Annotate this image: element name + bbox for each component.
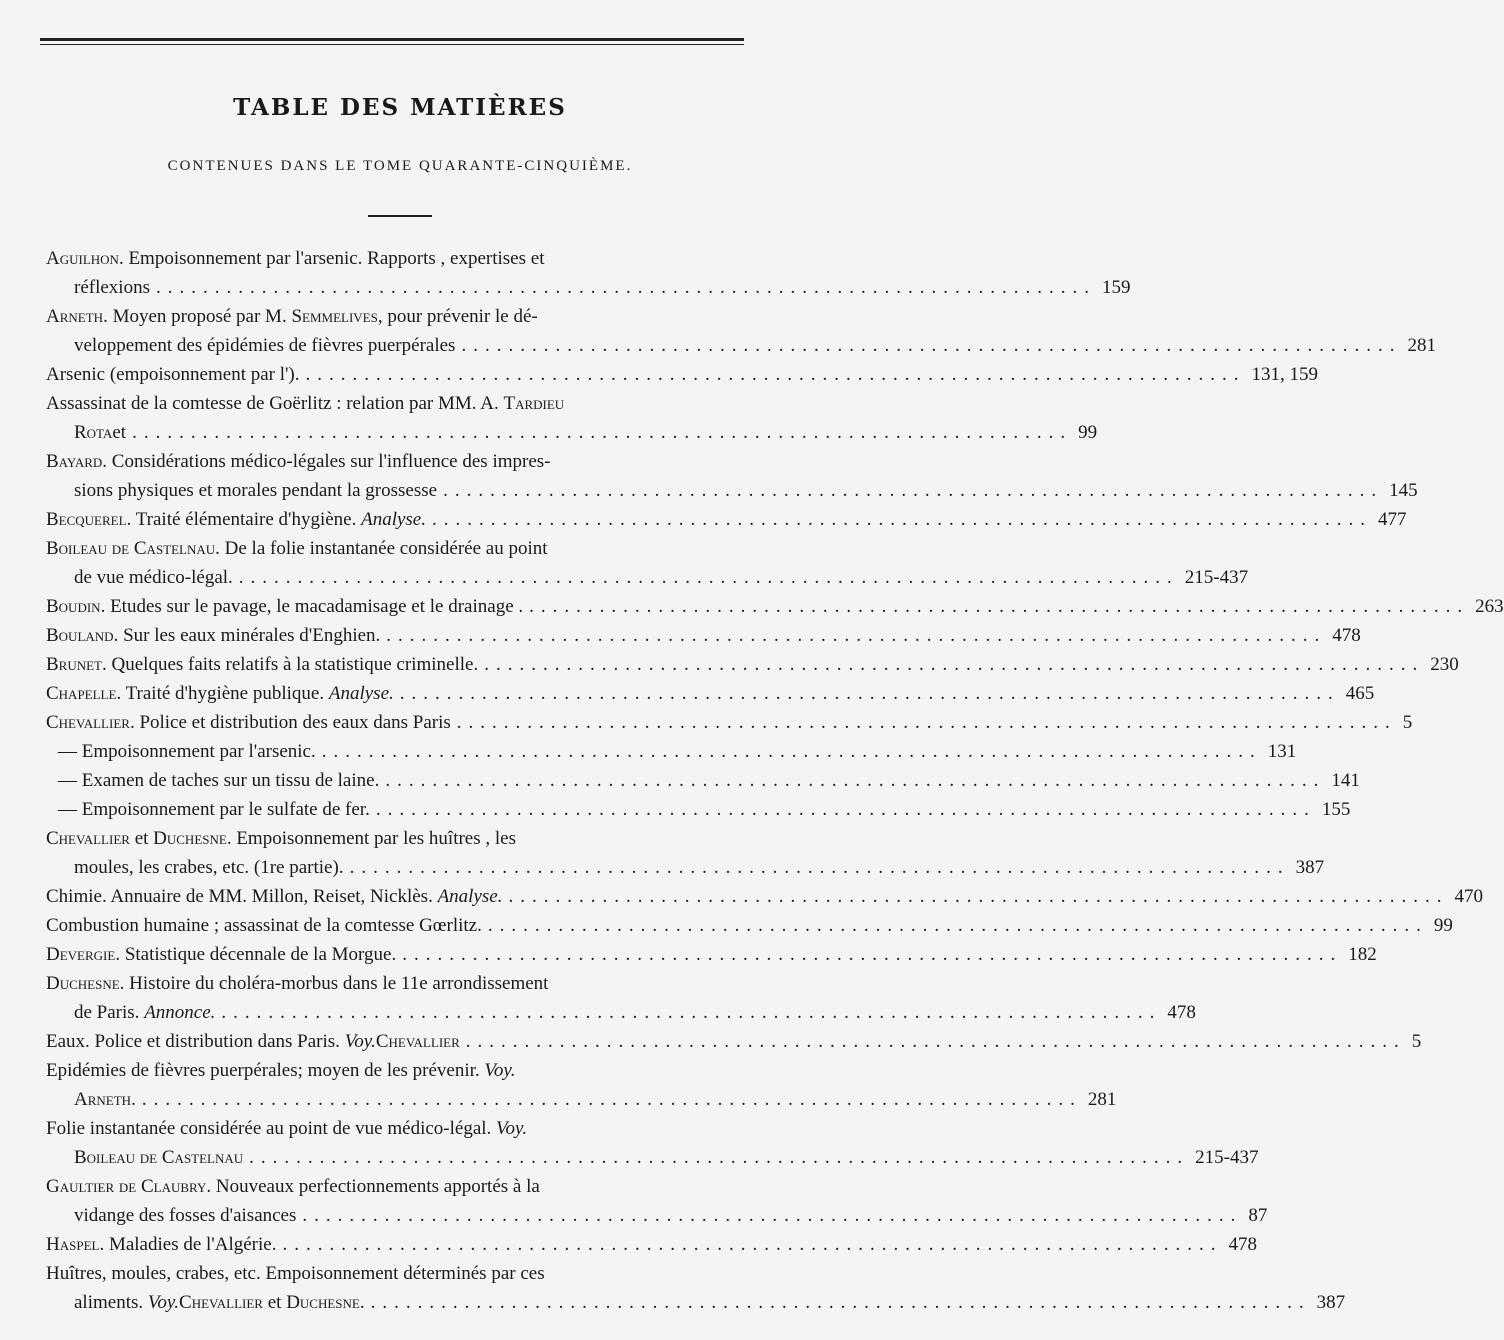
entry-sc: Arneth xyxy=(46,306,104,327)
page-number: 131, 159 xyxy=(1251,364,1319,385)
dot-leader: ................................................................................ xyxy=(443,480,1384,501)
entry-text xyxy=(46,505,426,534)
entry-text: . Histoire du choléra-morbus dans le 11e arrondissement xyxy=(119,973,549,994)
title-divider xyxy=(368,215,432,217)
page-number: 477 xyxy=(1378,509,1407,530)
entry-text xyxy=(74,273,150,302)
entry-text: . Traité d'hygiène publique. xyxy=(116,683,329,704)
toc-line xyxy=(46,708,1413,737)
toc-line xyxy=(46,795,1351,824)
entry-sc: Rota xyxy=(74,422,113,443)
page-number: 99 xyxy=(1433,915,1453,936)
toc-line xyxy=(46,1027,1422,1056)
table-of-contents xyxy=(46,244,1504,1317)
toc-line xyxy=(46,766,1360,795)
entry-text: Arsenic (empoisonnement par l'). xyxy=(46,364,300,385)
dot-leader: ................................................................................ xyxy=(484,654,1425,675)
entry-text xyxy=(46,592,523,621)
entry-text: Chimie. Annuaire de MM. Millon, Reiset, Nicklès. xyxy=(46,886,438,907)
toc-line xyxy=(46,1056,760,1085)
page-number: 478 xyxy=(1167,1002,1196,1023)
entry-text2: . Empoisonnement par les huîtres , les xyxy=(226,828,516,849)
entry-sc: Boileau de Castelnau xyxy=(46,538,216,559)
entry-text: réflexions xyxy=(74,277,150,298)
page-number: 131 xyxy=(1267,741,1297,762)
page-number: 155 xyxy=(1321,799,1351,820)
dot-leader: ................................................................................ xyxy=(132,422,1073,443)
dot-leader: ................................................................................ xyxy=(465,1031,1406,1052)
entry-text xyxy=(46,911,482,940)
entry-text: . Sur les eaux minérales d'Enghien. xyxy=(113,625,381,646)
entry-text: de Paris. xyxy=(74,1002,145,1023)
toc-line xyxy=(46,824,760,853)
entry-text: — Examen de taches sur un tissu de laine. xyxy=(58,770,380,791)
entry-text: . xyxy=(131,1089,136,1110)
entry-text: Huîtres, moules, crabes, etc. Empoisonnement déterminés par ces xyxy=(46,1263,545,1284)
toc-line xyxy=(46,969,760,998)
page-number: 145 xyxy=(1389,480,1418,501)
dot-leader: ................................................................................ xyxy=(375,799,1316,820)
page-number: 159 xyxy=(1101,277,1131,298)
entry-sc: Becquerel xyxy=(46,509,127,530)
entry-text xyxy=(46,882,502,911)
entry-text xyxy=(58,795,370,824)
toc-line xyxy=(46,998,1196,1027)
entry-sc: Devergie xyxy=(46,944,116,965)
entry-sc2: Duchesne xyxy=(153,828,227,849)
entry-sc2: Duchesne xyxy=(286,1292,360,1313)
entry-text: moules, les crabes, etc. (1re partie). xyxy=(74,857,344,878)
entry-sc: Arneth xyxy=(74,1089,132,1110)
entry-sc: Boudin xyxy=(46,596,101,617)
toc-line xyxy=(46,1085,1117,1114)
toc-line xyxy=(46,940,1377,969)
dot-leader: ................................................................................ xyxy=(321,741,1262,762)
entry-text: — Empoisonnement par l'arsenic. xyxy=(58,741,316,762)
toc-line xyxy=(46,679,1375,708)
toc-line xyxy=(46,1259,760,1288)
entry-text xyxy=(46,650,478,679)
page-number: 230 xyxy=(1430,654,1459,675)
page-number: 281 xyxy=(1087,1089,1117,1110)
toc-line xyxy=(46,737,1297,766)
entry-text: . Statistique décennale de la Morgue. xyxy=(115,944,397,965)
entry-text xyxy=(46,679,394,708)
page-number: 470 xyxy=(1454,886,1483,907)
entry-sc2: Tardieu xyxy=(503,393,565,414)
entry-it: Annonce. xyxy=(144,1002,216,1023)
entry-text: vidange des fosses d'aisances xyxy=(74,1205,297,1226)
entry-text xyxy=(74,853,344,882)
toc-line xyxy=(46,621,1361,650)
toc-line xyxy=(46,302,760,331)
entry-text: veloppement des épidémies de fièvres puerpérales xyxy=(74,335,456,356)
toc-line xyxy=(46,650,1459,679)
entry-text xyxy=(58,766,379,795)
toc-line xyxy=(46,273,1131,302)
entry-sc: Duchesne xyxy=(46,973,120,994)
entry-text xyxy=(74,331,455,360)
dot-leader: ................................................................................ xyxy=(305,364,1246,385)
dot-leader: ................................................................................ xyxy=(302,1205,1243,1226)
page-number: 99 xyxy=(1078,422,1098,443)
entry-text xyxy=(74,476,437,505)
entry-sc2: Semmelives xyxy=(291,306,378,327)
entry-text xyxy=(46,940,396,969)
dot-leader: ................................................................................ xyxy=(249,1147,1190,1168)
entry-text xyxy=(46,1027,460,1056)
entry-it: Voy. xyxy=(147,1292,180,1313)
entry-it: Analyse. xyxy=(361,509,426,530)
dot-leader: ................................................................................ xyxy=(141,1089,1082,1110)
entry-text2: et xyxy=(262,1292,287,1313)
dot-leader: ................................................................................ xyxy=(282,1234,1223,1255)
entry-text: Folie instantanée considérée au point de vue médico-légal. xyxy=(46,1118,497,1139)
entry-it: Voy. xyxy=(484,1060,516,1081)
entry-it: Analyse. xyxy=(328,683,394,704)
page-number: 387 xyxy=(1295,857,1325,878)
entry-text: . Quelques faits relatifs à la statistique criminelle. xyxy=(102,654,479,675)
entry-text: . Considérations médico-légales sur l'influence des impres- xyxy=(102,451,551,472)
page-number: 87 xyxy=(1248,1205,1268,1226)
entry-text: . Moyen proposé par M. xyxy=(103,306,292,327)
entry-text: — Empoisonnement par le sulfate de fer. xyxy=(58,799,370,820)
entry-text: de vue médico-légal. xyxy=(74,567,233,588)
page-number: 182 xyxy=(1348,944,1377,965)
dot-leader: ................................................................................ xyxy=(370,1292,1311,1313)
page-number: 281 xyxy=(1407,335,1436,356)
entry-text xyxy=(46,621,380,650)
entry-text: . Empoisonnement par l'arsenic. Rapports , expertises et xyxy=(118,248,545,269)
toc-line xyxy=(46,447,760,476)
entry-text: et xyxy=(129,828,154,849)
entry-sc: Aguilhon xyxy=(46,248,119,269)
page-number: 5 xyxy=(1411,1031,1422,1052)
entry-text: . Etudes sur le pavage, le macadamisage et le drainage . xyxy=(100,596,524,617)
toc-line xyxy=(46,244,760,273)
entry-sc: Haspel xyxy=(46,1234,100,1255)
toc-line xyxy=(46,534,760,563)
page-title: TABLE DES MATIÈRES xyxy=(233,94,567,121)
entry-text3: . xyxy=(359,1292,365,1313)
toc-line xyxy=(46,853,1325,882)
entry-text: sions physiques et morales pendant la grossesse xyxy=(74,480,438,501)
entry-sc: Chapelle xyxy=(46,683,117,704)
dot-leader: ................................................................................ xyxy=(432,509,1372,530)
entry-sc: Chevallier xyxy=(375,1031,460,1052)
page-number: 263 xyxy=(1475,596,1504,617)
toc-line xyxy=(46,592,1504,621)
toc-line xyxy=(46,476,1418,505)
dot-leader: ................................................................................ xyxy=(399,683,1340,704)
toc-line xyxy=(46,563,1249,592)
entry-text xyxy=(74,1143,243,1172)
entry-it: Voy. xyxy=(496,1118,528,1139)
entry-text xyxy=(74,563,233,592)
entry-it: Voy. xyxy=(344,1031,376,1052)
page-number: 387 xyxy=(1316,1292,1346,1313)
entry-text xyxy=(74,1288,365,1317)
toc-line xyxy=(46,1201,1268,1230)
entry-text: et xyxy=(112,422,127,443)
toc-line xyxy=(46,505,1407,534)
entry-text xyxy=(74,1085,136,1114)
toc-line xyxy=(46,1143,1259,1172)
page-number: 478 xyxy=(1332,625,1361,646)
toc-line xyxy=(46,389,760,418)
entry-text xyxy=(74,998,215,1027)
dot-leader: ................................................................................ xyxy=(487,915,1428,936)
page-number: 465 xyxy=(1345,683,1375,704)
top-double-rule xyxy=(40,38,744,41)
entry-text xyxy=(46,708,451,737)
toc-line xyxy=(46,1172,760,1201)
toc-line xyxy=(46,911,1453,940)
dot-leader: ................................................................................ xyxy=(402,944,1343,965)
entry-text: . Nouveaux perfectionnements apportés à la xyxy=(206,1176,540,1197)
dot-leader: ................................................................................ xyxy=(461,335,1402,356)
entry-sc: Bouland xyxy=(46,625,114,646)
entry-text: aliments. xyxy=(74,1292,148,1313)
toc-line xyxy=(46,1288,1346,1317)
toc-line xyxy=(46,331,1436,360)
entry-text xyxy=(58,737,316,766)
entry-text: . De la folie instantanée considérée au point xyxy=(215,538,548,559)
toc-line xyxy=(46,882,1483,911)
entry-text: Assassinat de la comtesse de Goërlitz : relation par MM. A. xyxy=(46,393,504,414)
page-number: 215-437 xyxy=(1184,567,1249,588)
entry-sc: Chevallier xyxy=(179,1292,263,1313)
page-subtitle: CONTENUES DANS LE TOME QUARANTE-CINQUIÈME. xyxy=(167,158,633,174)
page-number: 5 xyxy=(1402,712,1413,733)
toc-line xyxy=(46,360,1319,389)
dot-leader: ................................................................................ xyxy=(385,770,1326,791)
entry-text: Eaux. Police et distribution dans Paris. xyxy=(46,1031,345,1052)
top-thin-rule xyxy=(40,44,744,45)
page-number: 141 xyxy=(1331,770,1360,791)
page-number: 215-437 xyxy=(1195,1147,1259,1168)
entry-text: Combustion humaine ; assassinat de la comtesse Gœrlitz. xyxy=(46,915,482,936)
entry-it: Analyse. xyxy=(437,886,503,907)
toc-line xyxy=(46,1230,1257,1259)
dot-leader: ................................................................................ xyxy=(155,277,1096,298)
entry-sc: Chevallier xyxy=(46,712,130,733)
dot-leader: ................................................................................ xyxy=(508,886,1449,907)
entry-sc: Chevallier xyxy=(46,828,130,849)
dot-leader: ................................................................................ xyxy=(529,596,1470,617)
entry-sc: Gaultier de Claubry xyxy=(46,1176,207,1197)
dot-leader: ................................................................................ xyxy=(456,712,1397,733)
dot-leader: ................................................................................ xyxy=(386,625,1327,646)
dot-leader: ................................................................................ xyxy=(221,1002,1162,1023)
page-number: 478 xyxy=(1228,1234,1257,1255)
entry-text xyxy=(74,1201,296,1230)
entry-sc: Bayard xyxy=(46,451,103,472)
entry-text: . Maladies de l'Algérie. xyxy=(99,1234,277,1255)
entry-text: . Police et distribution des eaux dans Paris xyxy=(129,712,451,733)
entry-sc: Brunet xyxy=(46,654,103,675)
entry-text: Epidémies de fièvres puerpérales; moyen de les prévenir. xyxy=(46,1060,485,1081)
entry-text: . Traité élémentaire d'hygiène. xyxy=(126,509,362,530)
entry-text xyxy=(46,1230,276,1259)
dot-leader: ................................................................................ xyxy=(238,567,1179,588)
entry-text xyxy=(74,418,126,447)
entry-text xyxy=(46,360,300,389)
toc-line xyxy=(46,1114,760,1143)
entry-sc: Boileau de Castelnau xyxy=(74,1147,244,1168)
toc-line xyxy=(46,418,1098,447)
dot-leader: ................................................................................ xyxy=(349,857,1290,878)
entry-text2: , pour prévenir le dé- xyxy=(377,306,538,327)
